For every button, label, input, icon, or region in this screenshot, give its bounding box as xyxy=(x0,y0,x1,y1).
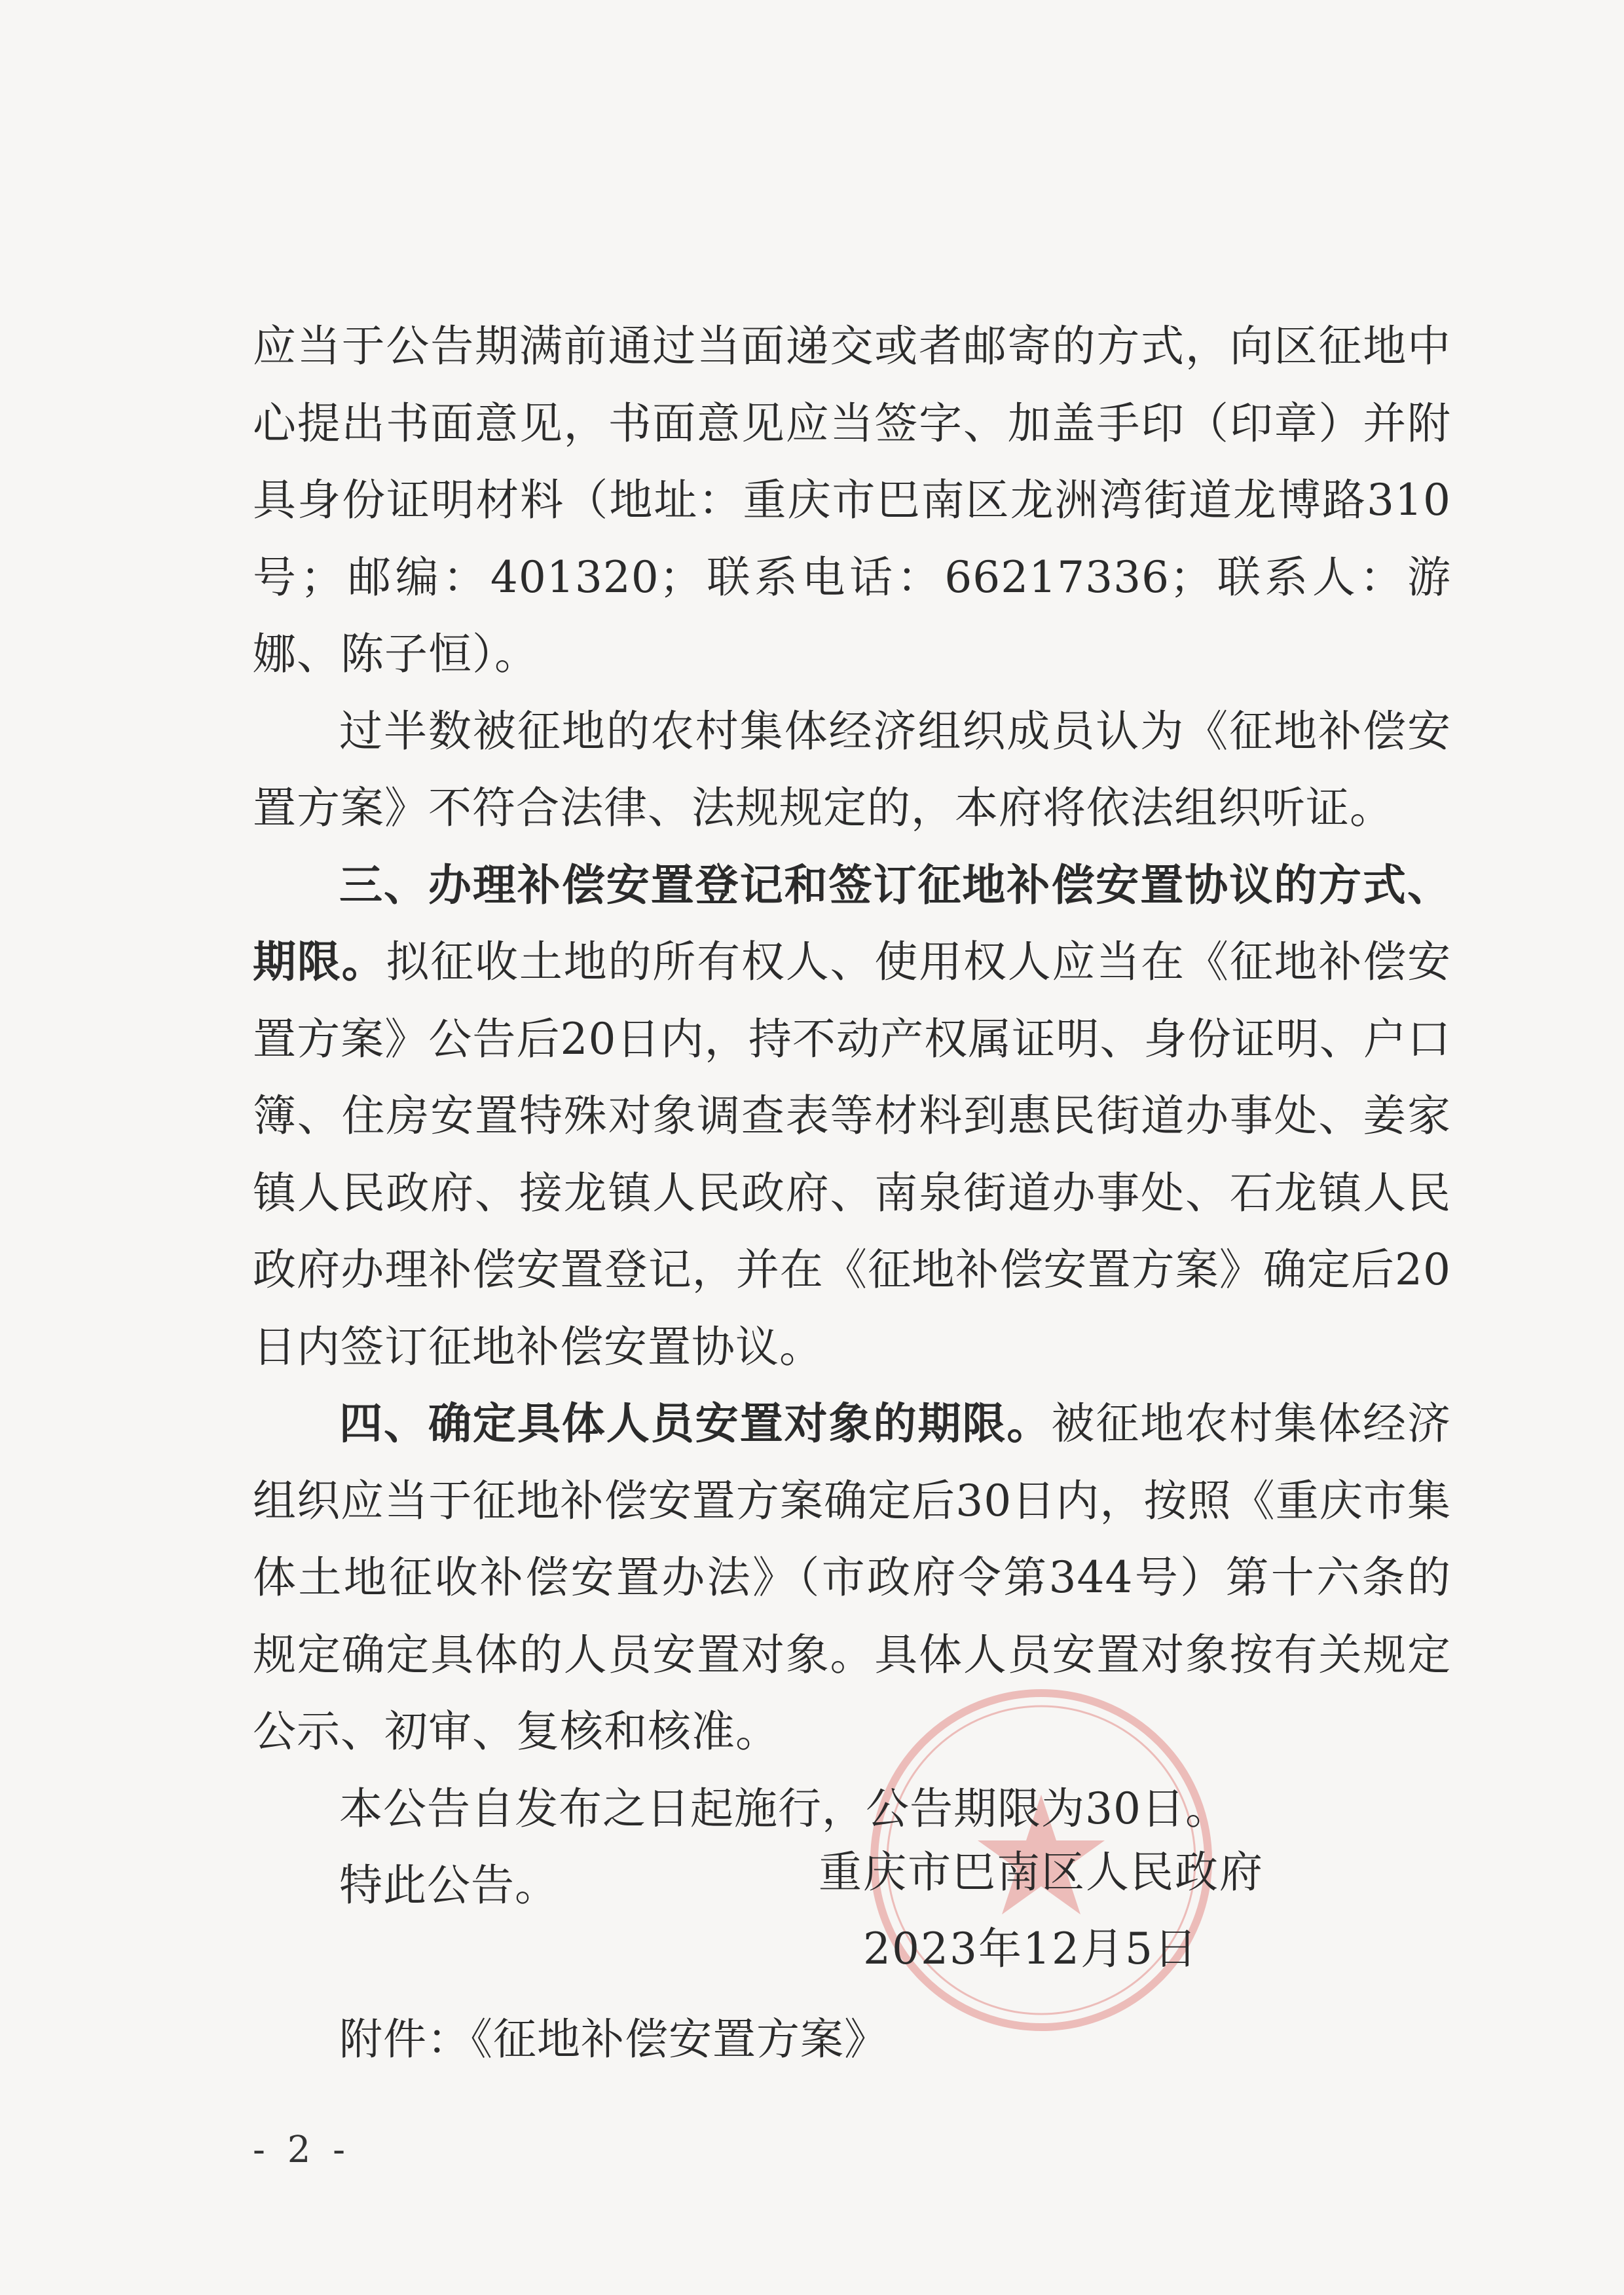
section-heading-four: 四、确定具体人员安置对象的期限。 xyxy=(339,1398,1052,1449)
body-text xyxy=(253,308,1451,2078)
attachment-line: 附件：《征地补偿安置方案》 xyxy=(339,2014,888,2064)
signature-block xyxy=(819,1834,1342,1987)
paragraph-hearing: 过半数被征地的农村集体经济组织成员认为《征地补偿安置方案》不符合法律、法规规定的，本府将依法组织听证。 xyxy=(253,705,1451,833)
section-text-four: 被征地农村集体经济组织应当于征地补偿安置方案确定后30日内，按照《重庆市集体土地征收补偿安置办法》（市政府令第344号）第十六条的规定确定具体的人员安置对象。具体人员安置对象按有关规定公示、初审、复核和核准。 xyxy=(253,1398,1452,1757)
paragraph-closing: 特此公告。 xyxy=(339,1860,559,1911)
paragraph-effective-date: 本公告自发布之日起施行，公告期限为30日。 xyxy=(339,1783,1229,1834)
section-text-three: 拟征收土地的所有权人、使用权人应当在《征地补偿安置方案》公告后20日内，持不动产权属证明、身份证明、户口簿、住房安置特殊对象调查表等材料到惠民街道办事处、姜家镇人民政府、接龙镇人民政府、南泉街道办事处、石龙镇人民政府办理补偿安置登记，并在《征地补偿安置方案》确定后20日内签订征地补偿安置协议。 xyxy=(253,937,1452,1372)
page-number: - 2 - xyxy=(253,2129,351,2171)
issue-date: 2023年12月5日 xyxy=(863,1924,1198,1974)
issuing-organization: 重庆市巴南区人民政府 xyxy=(819,1847,1264,1897)
section-heading-three: 三、办理补偿安置登记和签订征地补偿安置协议的方式、期限。 xyxy=(253,859,1451,987)
paragraph-objection-submission: 应当于公告期满前通过当面递交或者邮寄的方式，向区征地中心提出书面意见，书面意见应当签字、加盖手印（印章）并附具身份证明材料（地址：重庆市巴南区龙洲湾街道龙博路310号；邮编：401320；联系电话：66217336；联系人：游娜、陈子恒）。 xyxy=(253,321,1451,679)
paragraph-registration xyxy=(253,847,1451,1386)
paragraph-resettlement xyxy=(253,1385,1451,1770)
